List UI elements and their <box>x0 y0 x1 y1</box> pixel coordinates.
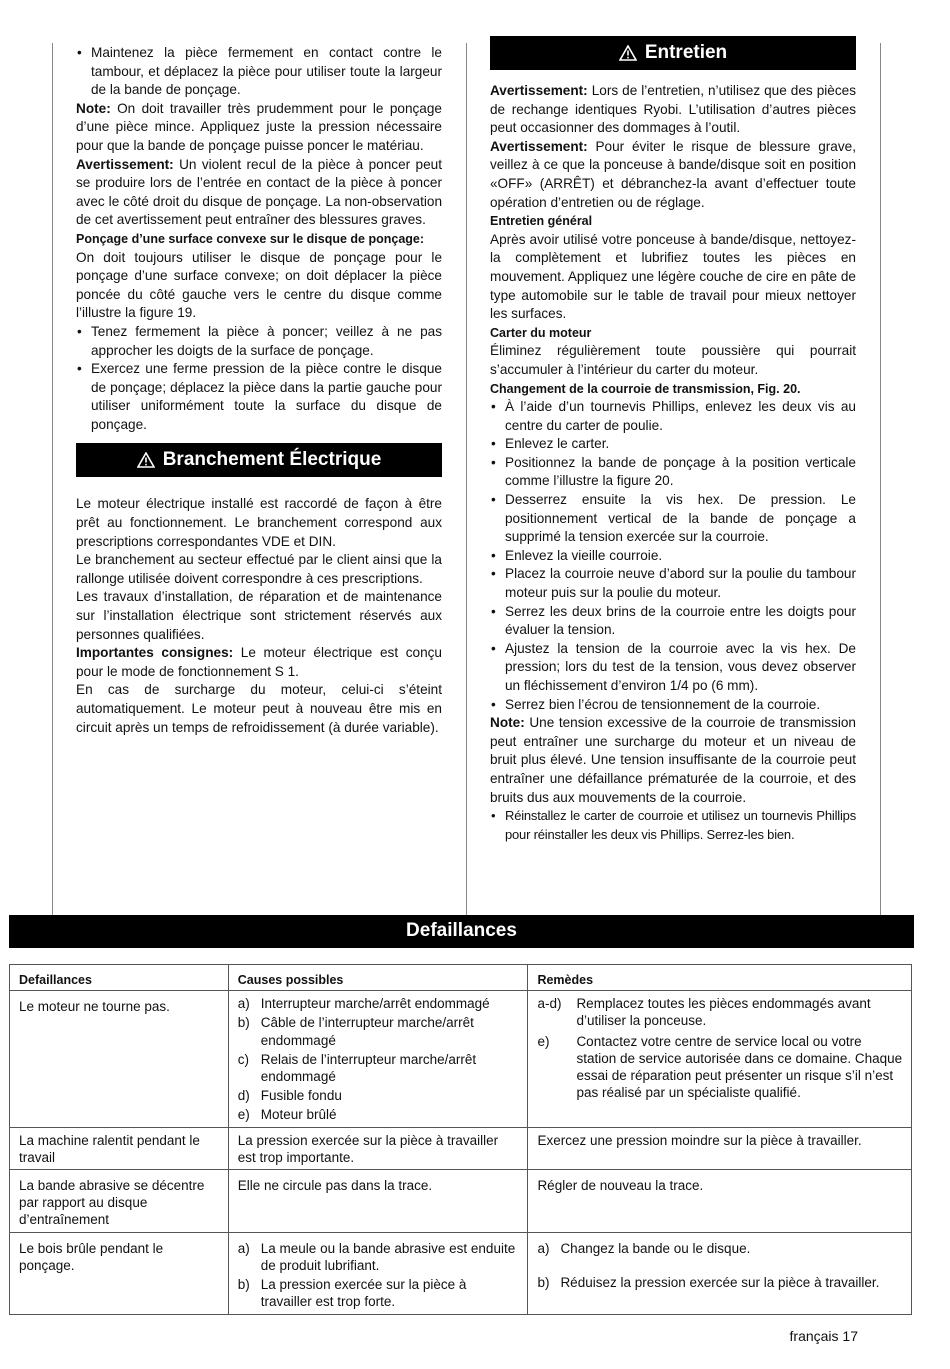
left-column <box>76 44 442 737</box>
column-header: Remèdes <box>528 965 912 991</box>
motor-housing-heading: Carter du moteur <box>490 325 592 340</box>
list-item: • Réinstallez le carter de courroie et utilisez un tournevis Phillips pour réinstaller les deux vis Phillips. Serrez-les bien. <box>490 807 856 844</box>
center-column-rule <box>466 43 467 915</box>
left-margin-rule <box>52 43 53 915</box>
note-paragraph: Note: On doit travailler très prudemment pour le ponçage d’une pièce mince. Appliquez juste la pression nécessaire pour que la bande de ponçage puisse poncer le matériau. <box>76 100 442 153</box>
list-item: • Exercez une ferme pression de la pièce contre le disque de ponçage; déplacez la pièce dans la partie gauche pour utiliser uniformément toute la surface du disque de ponçage. <box>76 360 442 434</box>
troubleshooting-table <box>9 964 912 1315</box>
warning-triangle-icon <box>137 452 155 468</box>
list-item: • Desserrez ensuite la vis hex. De pression. Le positionnement vertical de la bande de ponçage a supprimé la tension exercée sur la courroie. <box>490 491 856 547</box>
fault-cell: La machine ralentit pendant le travail <box>10 1127 229 1169</box>
list-item: • Serrez les deux brins de la courroie entre les doigts pour évaluer la tension. <box>490 603 856 640</box>
warning-paragraph: Avertissement: Pour éviter le risque de blessure grave, veillez à ce que la ponceuse à bande/disque soit en position «OFF» (ARRÊT) et débranchez-la avant d’effectuer toute opération d’entretien ou de réglage. <box>490 138 856 210</box>
list-item: • Positionnez la bande de ponçage à la position verticale comme l’illustre la figure 20. <box>490 454 856 491</box>
maintenance-section-title: Entretien <box>644 41 728 63</box>
fault-cell: Le moteur ne tourne pas. <box>10 991 229 1127</box>
column-header: Defaillances <box>10 965 229 991</box>
list-item: • Enlevez le carter. <box>490 435 856 454</box>
list-item: • Enlevez la vieille courroie. <box>490 547 856 566</box>
electrical-paragraph: Le moteur électrique installé est raccordé de façon à être prêt au fonctionnement. Le branchement correspond aux prescriptions correspondantes VDE et DIN. <box>76 496 442 549</box>
list-item: • À l’aide d’un tournevis Phillips, enlevez les deux vis au centre du carter de poulie. <box>490 398 856 435</box>
remedy-cell: Régler de nouveau la trace. <box>528 1170 912 1233</box>
table-row <box>10 1127 912 1169</box>
cause-cell: La pression exercée sur la pièce à travailler est trop importante. <box>228 1127 528 1169</box>
table-row <box>10 1232 912 1315</box>
fault-cell: Le bois brûle pendant le ponçage. <box>10 1232 229 1315</box>
cause-cell: Elle ne circule pas dans la trace. <box>228 1170 528 1233</box>
important-paragraph: Importantes consignes: Le moteur électrique est conçu pour le mode de fonctionnement S 1. <box>76 645 442 679</box>
list-item: • Serrez bien l’écrou de tensionnement de la courroie. <box>490 696 856 715</box>
list-item: • Placez la courroie neuve d’abord sur la poulie du tambour moteur puis sur la poulie du moteur. <box>490 565 856 602</box>
electrical-paragraph: En cas de surcharge du moteur, celui-ci s’éteint automatiquement. Le moteur peut à nouveau être mis en circuit après un temps de refroidissement (à durée variable). <box>76 682 442 735</box>
table-header-row <box>10 965 912 991</box>
general-maintenance-heading: Entretien général <box>490 214 593 229</box>
remedy-cell: a) Changez la bande ou le disque. b) Réduisez la pression exercée sur la pièce à travailler. <box>528 1232 912 1315</box>
general-maintenance-paragraph: Après avoir utilisé votre ponceuse à bande/disque, nettoyez-la complètement et lubrifiez toutes les pièces en mouvement. Appliquez une légère couche de cire en pâte de type automobile sur le table de travail pour mieux nettoyer les surfaces. <box>490 231 856 322</box>
column-header: Causes possibles <box>228 965 528 991</box>
bullet-list-2 <box>76 323 442 435</box>
remedy-cell: a-d) Remplacez toutes les pièces endommagés avant d’utiliser la ponceuse. e) Contactez votre centre de service local ou votre station de service autorisée dans ce domaine. Chaque essai de réparation peut présenter un risque s’il n’est pas réalisé par un spécialiste qualifié. <box>528 991 912 1127</box>
belt-change-heading: Changement de la courroie de transmission, Fig. 20. <box>490 381 801 396</box>
right-column <box>490 36 856 844</box>
belt-steps-list <box>490 398 856 714</box>
right-margin-rule <box>880 43 881 915</box>
cause-cell: a) La meule ou la bande abrasive est enduite de produit lubrifiant. b) La pression exercée sur la pièce à travailler est trop forte. <box>228 1232 528 1315</box>
list-item: • Tenez fermement la pièce à poncer; veillez à ne pas approcher les doigts de la surface de ponçage. <box>76 323 442 360</box>
bullet-list-1 <box>76 44 442 100</box>
electrical-paragraph: Les travaux d’installation, de réparation et de maintenance sur l’installation électrique sont strictement réservés aux personnes qualifiées. <box>76 589 442 642</box>
convex-paragraph: On doit toujours utiliser le disque de ponçage pour le ponçage d’une surface convexe; on doit déplacer la pièce poncée du côté gauche vers le centre du disque comme l’illustre la figure 19. <box>76 249 442 321</box>
fault-cell: La bande abrasive se décentre par rapport au disque d’entraînement <box>10 1170 229 1233</box>
remedy-cell: Exercez une pression moindre sur la pièce à travailler. <box>528 1127 912 1169</box>
table-row <box>10 1170 912 1233</box>
page-footer: français 17 <box>789 1328 858 1344</box>
warning-triangle-icon <box>619 45 637 61</box>
cause-cell: a) Interrupteur marche/arrêt endommagé b) Câble de l’interrupteur marche/arrêt endommagé c) Relais de l’interrupteur marche/arrêt endommagé d) Fusible fondu e) Moteur brûlé <box>228 991 528 1127</box>
motor-housing-paragraph: Éliminez régulièrement toute poussière qui pourrait s’accumuler à l’intérieur du carter du moteur. <box>490 343 856 377</box>
note-paragraph: Note: Une tension excessive de la courroie de transmission peut entraîner une surcharge du moteur et un niveau de bruit plus élevé. Une tension insuffisante de la courroie peut entraîner une défaillance prématurée de la courroie, et des bruits dus aux mouvements de la courroie. <box>490 715 856 805</box>
table-row <box>10 991 912 1127</box>
troubleshooting-title: Defaillances <box>406 920 517 942</box>
troubleshooting-header <box>9 915 914 948</box>
convex-heading: Ponçage d’une surface convexe sur le disque de ponçage: <box>76 231 425 246</box>
warning-paragraph: Avertissement: Lors de l’entretien, n’utilisez que des pièces de rechange identiques Ryobi. L’utilisation d’autres pièces peut occasionner des dommages à l’outil. <box>490 83 856 136</box>
warning-paragraph: Avertissement: Un violent recul de la pièce à poncer peut se produire lors de l’entrée en contact de la pièce à poncer avec le côté droit du disque de ponçage. La non-observation de cet avertissement peut entraîner des blessures graves. <box>76 156 442 228</box>
electrical-section-title: Branchement Électrique <box>162 449 382 471</box>
electrical-paragraph: Le branchement au secteur effectué par le client ainsi que la rallonge utilisée doivent correspondre à ces prescriptions. <box>76 552 442 586</box>
maintenance-section-header <box>490 36 856 70</box>
final-step-list <box>490 807 856 844</box>
list-item: • Ajustez la tension de la courroie avec la vis hex. De pression; lors du test de la tension, vous devez observer un fléchissement d’environ 1/4 po (6 mm). <box>490 640 856 696</box>
electrical-section-header <box>76 443 442 477</box>
list-item: • Maintenez la pièce fermement en contact contre le tambour, et déplacez la pièce pour utiliser toute la largeur de la bande de ponçage. <box>76 44 442 100</box>
